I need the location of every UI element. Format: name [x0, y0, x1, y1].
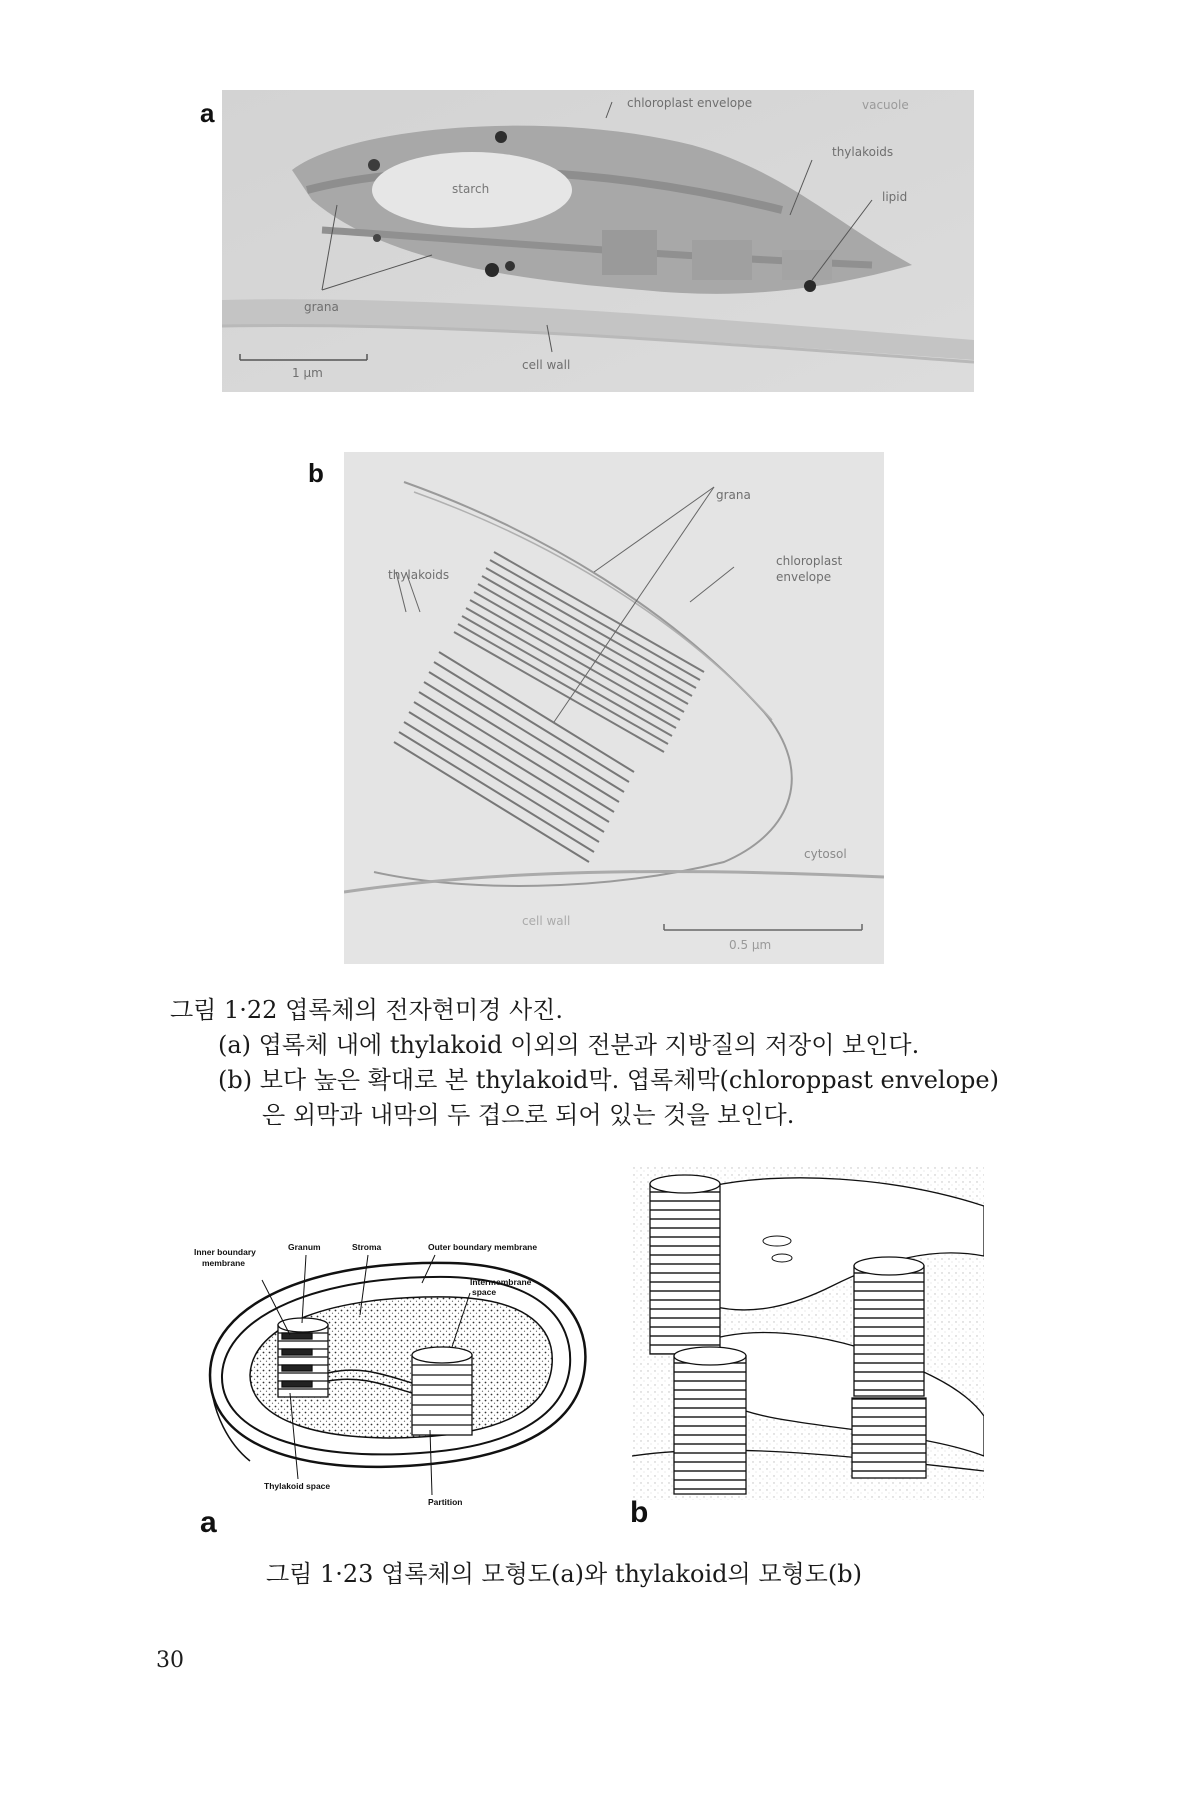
page-number: 30	[156, 1648, 184, 1673]
micrograph-b-svg	[344, 452, 884, 964]
label-vacuole: vacuole	[862, 98, 909, 112]
thylakoid-diagram	[632, 1166, 984, 1500]
label-starch: starch	[452, 182, 490, 196]
figure-122-panel-a-letter: a	[200, 98, 215, 128]
label-stroma: Stroma	[352, 1242, 382, 1252]
lipid-droplet	[804, 280, 816, 292]
granum-right	[412, 1347, 472, 1435]
label-inner-boundary-2: membrane	[202, 1258, 245, 1268]
figure-123-panel-b-letter: b	[630, 1496, 649, 1529]
label-inner-boundary-1: Inner boundary	[194, 1247, 256, 1257]
micrograph-a-svg	[222, 90, 974, 392]
figure-123-caption: 그림 1·23 엽록체의 모형도(a)와 thylakoid의 모형도(b)	[266, 1560, 862, 1588]
figure-122-caption-c: 은 외막과 내막의 두 겹으로 되어 있는 것을 보인다.	[262, 1101, 795, 1129]
micrograph-b	[344, 452, 884, 964]
figure-122-caption-a: (a) 엽록체 내에 thylakoid 이외의 전분과 지방질의 저장이 보인다.	[218, 1031, 920, 1059]
figure-122-caption-b: (b) 보다 높은 확대로 본 thylakoid막. 엽록체막(chloroppast envelope)	[218, 1066, 999, 1094]
label-intermembrane-2: space	[472, 1287, 497, 1297]
micrograph-a	[222, 90, 974, 392]
label-granum: Granum	[288, 1242, 321, 1252]
granum-stack-b4	[852, 1398, 926, 1478]
label-lipid: lipid	[882, 190, 908, 204]
label-cell-wall-b: cell wall	[522, 914, 571, 928]
label-cytosol: cytosol	[804, 847, 847, 861]
label-chloroplast-envelope-b-2: envelope	[776, 570, 832, 584]
label-intermembrane-1: Intermembrane	[470, 1277, 532, 1287]
granum-block	[602, 230, 657, 275]
label-scale-a: 1 μm	[292, 366, 323, 380]
label-thylakoids-b: thylakoids	[388, 568, 450, 582]
label-outer-boundary: Outer boundary membrane	[428, 1242, 538, 1252]
label-cell-wall-a: cell wall	[522, 358, 571, 372]
label-thylakoids-a: thylakoids	[832, 145, 894, 159]
chloroplast-diagram	[190, 1225, 610, 1515]
figure-123-panel-a-letter: a	[200, 1506, 217, 1539]
label-grana-a: grana	[304, 300, 339, 314]
thylakoid-diagram-svg	[632, 1166, 984, 1500]
figure-122-panel-b-letter: b	[308, 458, 324, 488]
granum-left	[278, 1318, 328, 1397]
label-grana-b: grana	[716, 488, 751, 502]
chloroplast-diagram-svg	[190, 1225, 610, 1515]
granum-stack-b3	[674, 1347, 746, 1494]
label-chloroplast-envelope: chloroplast envelope	[627, 96, 753, 110]
label-chloroplast-envelope-b-1: chloroplast	[776, 554, 843, 568]
figure-122-title: 그림 1·22 엽록체의 전자현미경 사진.	[170, 996, 563, 1024]
granum-stack-b2	[854, 1257, 924, 1396]
label-partition: Partition	[428, 1497, 463, 1507]
label-thylakoid-space: Thylakoid space	[264, 1481, 331, 1491]
label-scale-b: 0.5 μm	[729, 938, 772, 952]
granum-stack-b1	[650, 1175, 720, 1354]
